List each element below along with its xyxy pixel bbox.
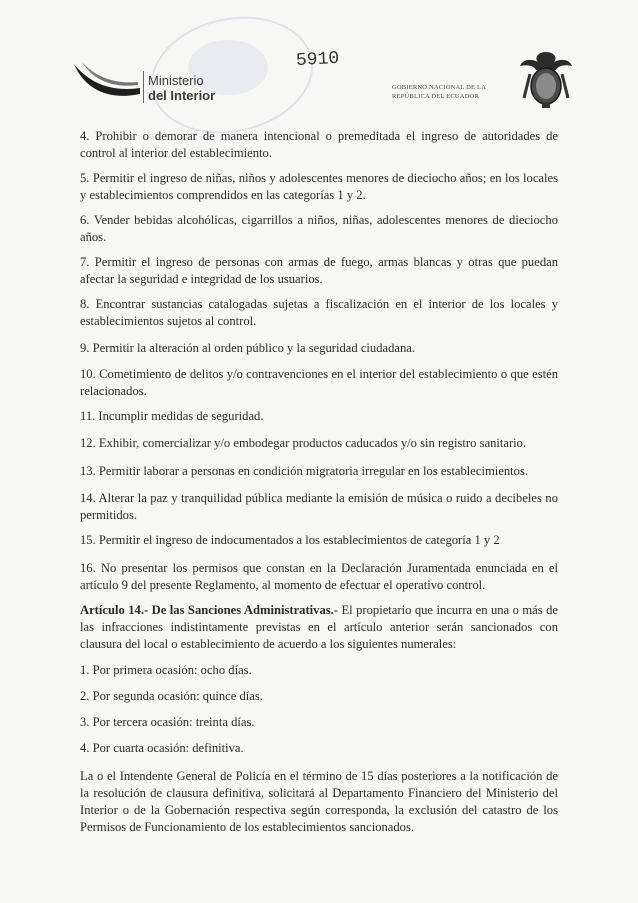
- sanction-item-4: 4. Por cuarta ocasión: definitiva.: [80, 741, 244, 755]
- handwritten-reference-number: 5910: [295, 48, 340, 72]
- infraction-item-4: 4. Prohibir o demorar de manera intencional o premeditada el ingreso de autoridades de control al interior del establecimiento.: [80, 129, 558, 160]
- infraction-item-9: 9. Permitir la alteración al orden público y la seguridad ciudadana.: [80, 341, 416, 355]
- government-line1: GOBIERNO NACIONAL DE LA: [392, 84, 487, 91]
- sanction-item-1: 1. Por primera ocasión: ocho días.: [80, 663, 252, 677]
- infraction-item-5: 5. Permitir el ingreso de niñas, niños y adolescentes menores de dieciocho años; en los locales y establecimientos comprendidos en las categorías 1 y 2.: [80, 171, 558, 202]
- ministry-name: [148, 73, 215, 103]
- infraction-item-16: 16. No presentar los permisos que constan en la Declaración Juramentada enunciada en el artículo 9 del presente Reglamento, al momento de efectuar el operativo control.: [80, 561, 558, 592]
- infraction-item-15: 15. Permitir el ingreso de indocumentados a los establecimientos de categoría 1 y 2: [80, 533, 500, 547]
- government-line2: REPÚBLICA DEL ECUADOR: [392, 93, 480, 100]
- article-14-body: El propietario que incurra en una o más de las infracciones indistintamente previstas en el artículo anterior serán sancionados con clausura del local o establecimiento de acuerdo a los siguientes numerales:: [80, 603, 558, 651]
- closing-paragraph: La o el Intendente General de Policía en el término de 15 días posteriores a la notificación de la resolución de clausura definitiva, solicitará al Departamento Financiero del Ministerio del Interior o de la Gobernación respectiva según corresponda, la exclusión del catastro de los Permisos de Funcionamiento de los establecimientos sancionados.: [80, 769, 558, 834]
- government-caption: [392, 83, 522, 101]
- article-14: [80, 602, 558, 653]
- infraction-item-14: 14. Alterar la paz y tranquilidad pública mediante la emisión de música o ruido a decibeles no permitidos.: [80, 491, 558, 522]
- article-14-title: Artículo 14.- De las Sanciones Administrativas.-: [80, 603, 338, 617]
- ministry-line2: del Interior: [148, 88, 216, 103]
- infraction-item-8: 8. Encontrar sustancias catalogadas sujetas a fiscalización en el interior de los locales y establecimientos sujetos al control.: [80, 297, 558, 328]
- infraction-item-7: 7. Permitir el ingreso de personas con armas de fuego, armas blancas y otras que puedan afectar la seguridad e integridad de los usuarios.: [80, 255, 558, 286]
- sanction-item-3: 3. Por tercera ocasión: treinta días.: [80, 715, 255, 729]
- sanction-item-2: 2. Por segunda ocasión: quince días.: [80, 689, 263, 703]
- infraction-item-12: 12. Exhibir, comercializar y/o embodegar productos caducados y/o sin registro sanitario.: [80, 436, 527, 450]
- infraction-item-11: 11. Incumplir medidas de seguridad.: [80, 409, 264, 423]
- ministry-line1: Ministerio: [148, 73, 204, 88]
- infraction-item-6: 6. Vender bebidas alcohólicas, cigarrillos a niños, niñas, adolescentes menores de dieciocho años.: [80, 213, 558, 244]
- logo-divider: [143, 71, 144, 103]
- infraction-item-13: 13. Permitir laborar a personas en condición migratoria irregular en los establecimientos.: [80, 464, 528, 478]
- infraction-item-10: 10. Cometimiento de delitos y/o contravenciones en el interior del establecimiento o que estén relacionados.: [80, 367, 558, 398]
- ministry-swoosh-icon: [72, 58, 142, 100]
- ecuador-coat-of-arms-icon: [518, 50, 574, 110]
